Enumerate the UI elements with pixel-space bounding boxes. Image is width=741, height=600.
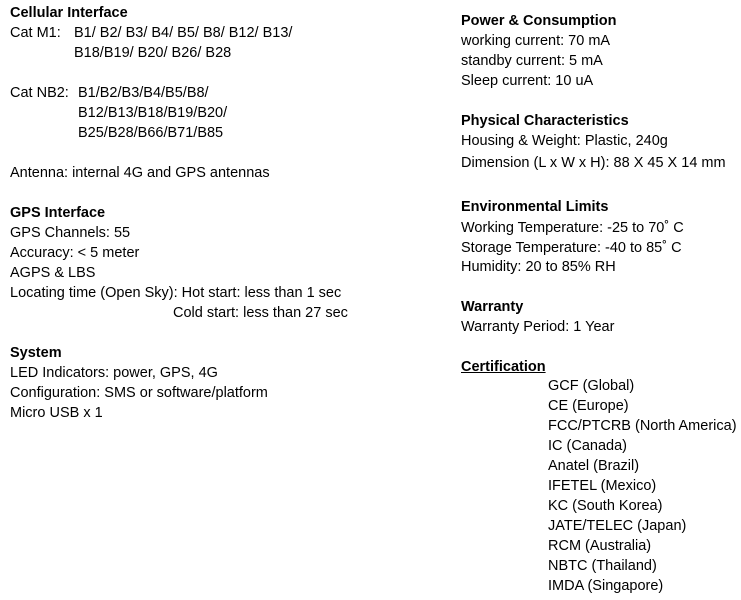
certification-item: KC (South Korea) xyxy=(548,498,663,514)
catnb2-bands-line1: B1/B2/B3/B4/B5/B8/ xyxy=(78,85,209,101)
system-heading: System xyxy=(10,345,62,361)
certification-item: GCF (Global) xyxy=(548,378,635,394)
physical-housing: Housing & Weight: Plastic, 240g xyxy=(461,133,668,149)
certification-item: Anatel (Brazil) xyxy=(548,458,640,474)
gps-agps: AGPS & LBS xyxy=(10,265,96,281)
power-working: working current: 70 mA xyxy=(461,33,611,49)
certification-item: IMDA (Singapore) xyxy=(548,578,664,594)
environment-working-temp: Working Temperature: -25 to 70˚ C xyxy=(461,220,684,236)
catm1-label: Cat M1: xyxy=(10,25,61,41)
catnb2-bands-line3: B25/B28/B66/B71/B85 xyxy=(78,125,224,141)
gps-locating-hot: Locating time (Open Sky): Hot start: less than 1 sec xyxy=(10,285,342,301)
power-standby: standby current: 5 mA xyxy=(461,53,603,69)
system-usb: Micro USB x 1 xyxy=(10,405,103,421)
catnb2-label: Cat NB2: xyxy=(10,85,69,101)
cellular-heading: Cellular Interface xyxy=(10,5,128,21)
catnb2-bands-line2: B12/B13/B18/B19/B20/ xyxy=(78,105,228,121)
certification-heading: Certification xyxy=(461,359,546,375)
power-heading: Power & Consumption xyxy=(461,13,617,29)
environment-storage-temp: Storage Temperature: -40 to 85˚ C xyxy=(461,240,682,256)
certification-item: JATE/TELEC (Japan) xyxy=(548,518,687,534)
gps-accuracy: Accuracy: < 5 meter xyxy=(10,245,140,261)
antenna-text: Antenna: internal 4G and GPS antennas xyxy=(10,165,270,181)
certification-item: CE (Europe) xyxy=(548,398,629,414)
certification-item: NBTC (Thailand) xyxy=(548,558,657,574)
environment-heading: Environmental Limits xyxy=(461,199,609,215)
certification-item: IFETEL (Mexico) xyxy=(548,478,657,494)
gps-locating-cold: Cold start: less than 27 sec xyxy=(173,305,348,321)
system-led: LED Indicators: power, GPS, 4G xyxy=(10,365,218,381)
warranty-heading: Warranty xyxy=(461,299,524,315)
physical-heading: Physical Characteristics xyxy=(461,113,629,129)
certification-item: RCM (Australia) xyxy=(548,538,652,554)
gps-channels: GPS Channels: 55 xyxy=(10,225,131,241)
warranty-period: Warranty Period: 1 Year xyxy=(461,319,615,335)
catm1-bands-line2: B18/B19/ B20/ B26/ B28 xyxy=(74,45,232,61)
catm1-bands-line1: B1/ B2/ B3/ B4/ B5/ B8/ B12/ B13/ xyxy=(74,25,293,41)
power-sleep: Sleep current: 10 uA xyxy=(461,73,594,89)
environment-humidity: Humidity: 20 to 85% RH xyxy=(461,259,616,275)
gps-heading: GPS Interface xyxy=(10,205,106,221)
certification-item: IC (Canada) xyxy=(548,438,627,454)
certification-item: FCC/PTCRB (North America) xyxy=(548,418,737,434)
physical-dimension: Dimension (L x W x H): 88 X 45 X 14 mm xyxy=(461,155,726,171)
system-config: Configuration: SMS or software/platform xyxy=(10,385,268,401)
